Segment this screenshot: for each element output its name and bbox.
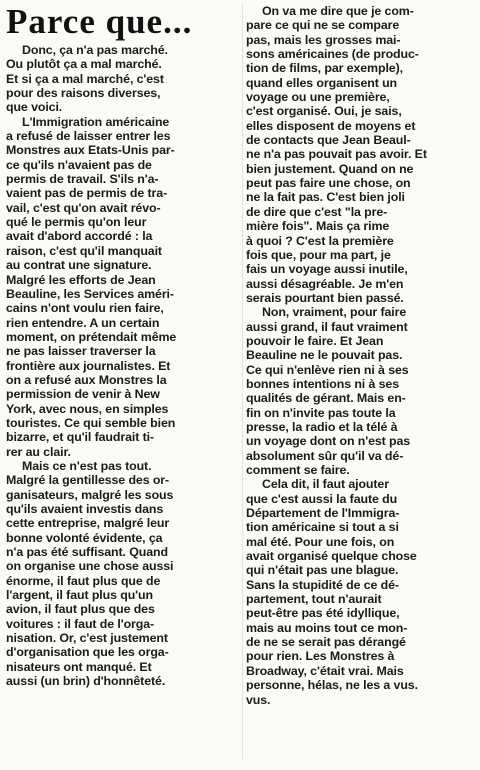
text-line: bizarre, et qu'il faudrait ti- [6, 430, 154, 445]
text-line: absolument sûr qu'il va dé- [246, 448, 404, 463]
text-line: c'est organisé. Oui, je sais, [246, 104, 402, 119]
text-line: Beauline, les Services améri- [6, 286, 174, 301]
text-line: qu'ils avaient investis dans [6, 502, 164, 516]
text-line: Sans la stupidité de ce dé- [246, 577, 399, 592]
text-line: fais un voyage aussi inutile, [246, 262, 408, 277]
text-line: comment se faire. [246, 463, 350, 477]
text-line: Monstres aux Etats-Unis par- [6, 143, 175, 158]
text-line: nisateurs ont manqué. Et [6, 659, 152, 674]
text-line: ne pas laisser traverser la [6, 344, 156, 359]
text-line: que voici. [6, 100, 63, 115]
text-line: on organise une chose aussi [6, 559, 174, 574]
text-line: pas, mais les grosses mai- [246, 32, 401, 47]
text-line: de dire que c'est "la pre- [246, 204, 388, 219]
text-line: Beauline ne le pouvait pas. [246, 348, 403, 363]
text-line: Non, vraiment, pour faire [262, 305, 407, 320]
text-line: mal été. Pour une fois, on [246, 534, 395, 549]
text-line: York, avec nous, en simples [6, 401, 169, 416]
text-line: avait d'abord accordé : la [6, 229, 153, 244]
text-line: à quoi ? C'est la première [246, 233, 394, 248]
text-line: mais au moins tout ce mon- [246, 620, 408, 635]
text-line: a refusé de laisser entrer les [6, 129, 171, 144]
text-line: on a refusé aux Monstres la [6, 372, 167, 387]
text-line: l'argent, il faut plus qu'un [6, 588, 153, 603]
text-line: qué le permis qu'on leur [6, 215, 147, 230]
text-line: que c'est aussi la faute du [246, 491, 398, 506]
text-line: fin on n'invite pas toute la [246, 405, 396, 420]
text-line: cains n'ont voulu rien faire, [6, 301, 164, 316]
text-line: avait organisé quelque chose [246, 549, 417, 564]
text-line: presse, la radio et la télé à [246, 419, 398, 434]
text-line: partement, tout n'aurait [246, 592, 382, 607]
text-line: permission de venir à New [6, 387, 160, 402]
text-line: Malgré la gentillesse des or- [6, 473, 170, 488]
right-column-text [246, 4, 474, 707]
text-line: tion de films, par exemple), [246, 61, 403, 76]
text-line: de ne se serait pas dérangé [246, 635, 406, 650]
text-line: pouvoir le faire. Et Jean [246, 333, 384, 348]
left-column-text [6, 43, 238, 688]
text-line: d'organisation que les orga- [6, 645, 169, 660]
column-divider [242, 4, 243, 759]
text-line: cette entreprise, malgré leur [6, 516, 170, 531]
text-line: peut pas faire une chose, on [246, 176, 411, 191]
text-line: Cela dit, il faut ajouter [262, 477, 389, 492]
text-line: serais pourtant bien passé. [246, 290, 404, 305]
text-line: rien entendre. A un certain [6, 315, 160, 330]
text-line: pour rien. Les Monstres à [246, 649, 395, 664]
text-line: Donc, ça n'a pas marché. [22, 43, 168, 57]
text-line: vaient pas de permis de tra- [6, 186, 168, 201]
text-line: rer au clair. [6, 444, 71, 459]
text-line: frontière aux journalistes. Et [6, 358, 171, 373]
text-line: peut-être pas été idyllique, [246, 606, 400, 621]
text-line: Ce qui n'enlève rien ni à ses [246, 362, 409, 377]
text-line: voitures : il faut de l'orga- [6, 616, 155, 631]
text-line: On va me dire que je com- [262, 4, 414, 18]
text-line: permis de travail. S'ils n'a- [6, 172, 159, 187]
text-line: vail, c'est qu'on avait révo- [6, 200, 161, 215]
text-line: avion, il faut plus que des [6, 602, 155, 617]
text-line: ne n'a pas pouvait pas avoir. Et [246, 147, 427, 162]
text-line: pare ce qui ne se compare [246, 18, 400, 33]
text-line: ne la fait pas. C'est bien joli [246, 190, 405, 205]
text-line: aussi grand, il faut vraiment [246, 319, 408, 334]
text-line: Et si ça a mal marché, c'est [6, 71, 164, 86]
text-line: L'Immigration américaine [22, 114, 170, 129]
text-line: Département de l'Immigra- [246, 506, 400, 521]
text-line: raison, c'est qu'il manquait [6, 243, 162, 258]
text-line: fois que, pour ma part, je [246, 247, 391, 262]
text-line: Ou plutôt ça a mal marché. [6, 57, 162, 72]
text-line: sons américaines (de produc- [246, 47, 419, 62]
text-line: aussi (un brin) d'honnêteté. [6, 674, 166, 689]
text-line: bien justement. Quand on ne [246, 161, 414, 176]
text-line: un voyage dont on n'est pas [246, 434, 411, 449]
text-line: ganisateurs, malgré les sous [6, 487, 174, 502]
left-column [6, 4, 238, 688]
text-line: quand elles organisent un [246, 75, 398, 90]
text-line: ce qu'ils n'avaient pas de [6, 157, 152, 172]
right-column [246, 4, 474, 707]
text-line: elles disposent de moyens et [246, 118, 416, 133]
text-line: vus. [246, 692, 271, 707]
article-title: Parce que... [6, 2, 193, 41]
text-line: bonnes intentions ni à ses [246, 376, 399, 391]
text-line: aussi désagréable. Je m'en [246, 276, 404, 291]
text-line: qui n'était pas une blague. [246, 563, 399, 578]
text-line: de contacts que Jean Beaul- [246, 133, 411, 148]
text-line: mière fois". Mais ça rime [246, 219, 390, 234]
text-line: nisation. Or, c'est justement [6, 631, 168, 646]
text-line: Mais ce n'est pas tout. [22, 458, 152, 473]
text-line: pour des raisons diverses, [6, 86, 161, 101]
text-line: touristes. Ce qui semble bien [6, 415, 176, 430]
text-line: bonne volonté évidente, ça [6, 530, 163, 545]
text-line: moment, on prétendait même [6, 329, 177, 344]
text-line: personne, hélas, ne les a vus. [246, 678, 418, 693]
text-line: Malgré les efforts de Jean [6, 272, 156, 287]
text-line: qualités de gérant. Mais en- [246, 391, 406, 406]
text-line: énorme, il faut plus que de [6, 573, 161, 588]
text-line: voyage ou une première, [246, 90, 390, 105]
text-line: au contrat une signature. [6, 258, 152, 273]
text-line: Broadway, c'était vrai. Mais [246, 663, 404, 678]
text-line: n'a pas été suffisant. Quand [6, 545, 168, 560]
text-line: tion américaine si tout a si [246, 520, 399, 535]
